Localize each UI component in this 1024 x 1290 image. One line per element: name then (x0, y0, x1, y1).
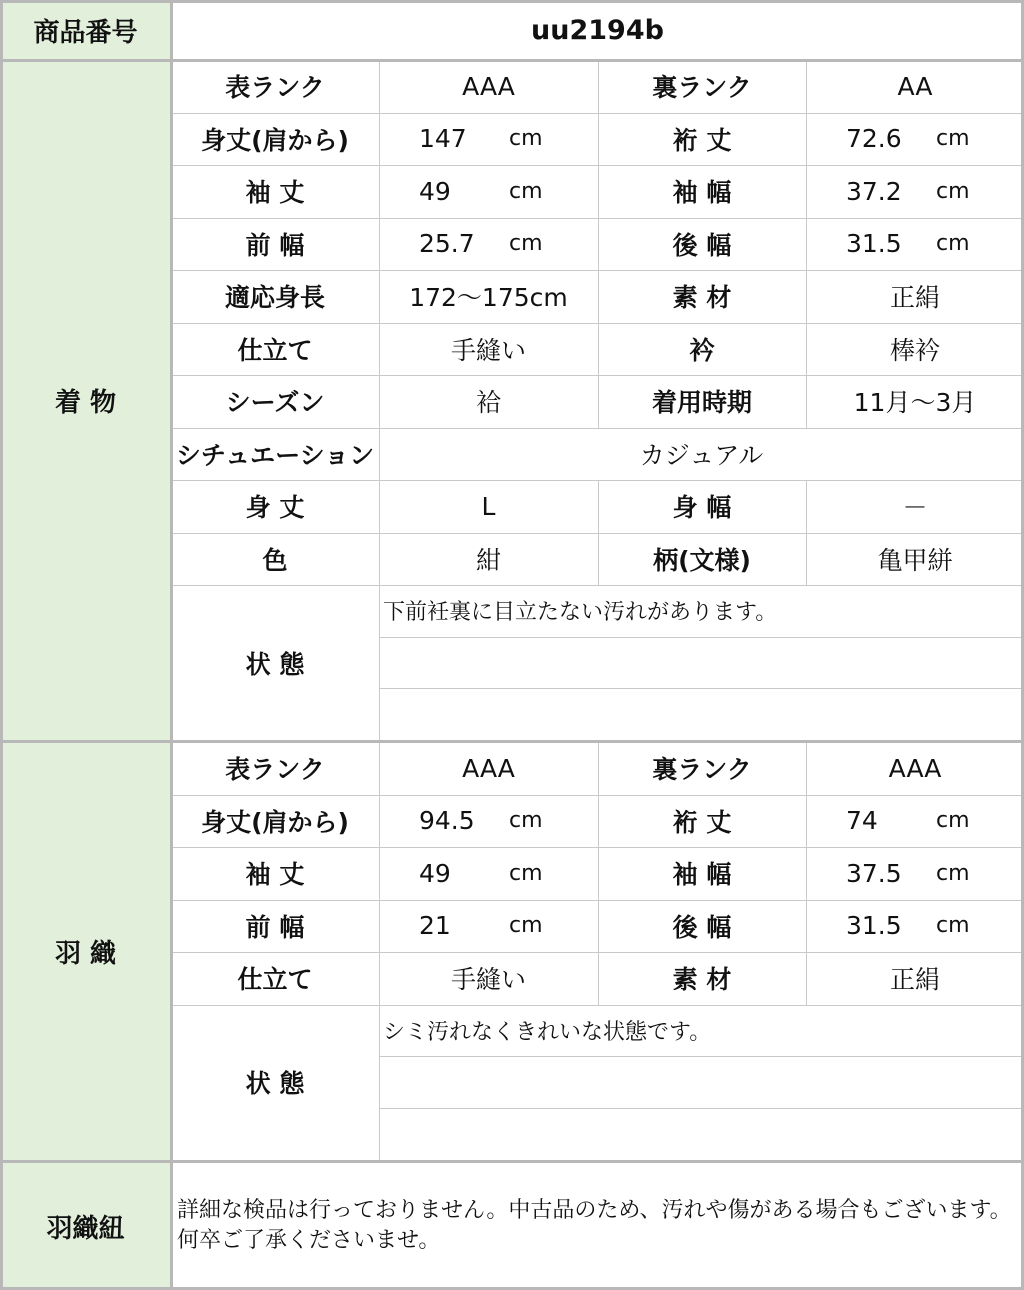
kimono-row-value-left: AAA (462, 71, 515, 101)
haori-row-value-left-number: 49 (419, 858, 451, 888)
kimono-row-label-right: 着用時期 (651, 388, 752, 418)
kimono-condition-line: 下前衽裏に目立たない汚れがあります。 (383, 600, 778, 625)
kimono-situation-value: カジュアル (639, 440, 764, 470)
haori-row-label-left: 袖 丈 (245, 860, 305, 890)
kimono-row-label-right: 後 幅 (672, 230, 732, 260)
haori-row-value-right-number: 31.5 (846, 911, 902, 941)
kimono-row-value-left-unit: cm (509, 178, 543, 204)
haori-row-value-right (806, 900, 1024, 953)
haori-row-value-right-number: 37.5 (846, 858, 902, 888)
haori-row-value-right-unit: cm (936, 913, 970, 939)
haori-row-value-left-number: 94.5 (419, 806, 475, 836)
haori-row-value-right: AAA (888, 753, 942, 783)
haori-row-value-right (806, 847, 1024, 900)
haori-himo-note (171, 1162, 1024, 1290)
haori-row-value-right-unit: cm (936, 808, 970, 834)
kimono-row-value-left-number: 147 (419, 124, 467, 154)
kimono-row-value-left (379, 113, 598, 166)
haori-condition-line (379, 1056, 1024, 1108)
kimono-row-label-right: 衿 (689, 335, 715, 365)
kimono-row-label-left: 表ランク (225, 73, 325, 103)
note-line-1: 詳細な検品は行っておりません。中古品のため、汚れや傷がある場合もございます。 (177, 1198, 1012, 1223)
kimono-row-label-left: 適応身長 (224, 283, 325, 313)
haori-row-value-left (379, 900, 598, 953)
kimono-row-label-left: 袖 丈 (245, 178, 305, 208)
kimono-row-label-right: 身 幅 (672, 493, 732, 523)
kimono-row-value-right-number: 37.2 (846, 176, 902, 206)
haori-row-label-right: 袖 幅 (672, 860, 732, 890)
kimono-row-value-right: 棒衿 (889, 335, 940, 365)
kimono-section-label: 着 物 (0, 60, 171, 740)
kimono-row-value-right-unit: cm (936, 231, 970, 257)
haori-row-value-right (806, 795, 1024, 848)
kimono-row-label-right: 袖 幅 (672, 178, 732, 208)
haori-condition-label: 状 態 (245, 1069, 305, 1099)
haori-row-value-left-unit: cm (509, 913, 543, 939)
product-number-label: 商品番号 (0, 0, 171, 60)
kimono-row-value-left (379, 165, 598, 218)
kimono-condition-label: 状 態 (245, 649, 305, 679)
kimono-row-label-right: 素 材 (672, 283, 732, 313)
kimono-row-label-left: 仕立て (237, 335, 313, 365)
kimono-row-value-right: － (902, 493, 928, 523)
kimono-condition-line (379, 637, 1024, 689)
kimono-row-label-right: 裏ランク (652, 73, 752, 103)
kimono-condition-line (379, 688, 1024, 740)
haori-row-label-right: 裄 丈 (672, 807, 732, 837)
haori-row-value-right-number: 74 (846, 806, 878, 836)
kimono-situation-label: シチュエーション (175, 440, 375, 470)
kimono-row-value-right (806, 218, 1024, 271)
haori-row-value-left-unit: cm (509, 860, 543, 886)
kimono-row-value-left: 紺 (475, 545, 501, 575)
haori-row-value-left (379, 847, 598, 900)
haori-row-value-left-number: 21 (419, 911, 451, 941)
kimono-row-label-left: シーズン (225, 388, 325, 418)
kimono-row-label-left: 色 (262, 545, 288, 575)
kimono-row-value-right: AA (897, 71, 933, 101)
kimono-row-value-right: 11月～3月 (853, 388, 977, 418)
kimono-row-label-right: 裄 丈 (672, 125, 732, 155)
haori-row-value-left: 手縫い (450, 965, 526, 995)
kimono-row-value-left (379, 218, 598, 271)
kimono-row-value-left: 袷 (475, 388, 501, 418)
kimono-row-value-left-number: 25.7 (419, 229, 475, 259)
kimono-row-value-right-unit: cm (936, 178, 970, 204)
haori-himo-label: 羽織紐 (0, 1162, 171, 1290)
kimono-row-value-left-unit: cm (509, 231, 543, 257)
haori-row-label-left: 表ランク (225, 755, 325, 785)
haori-row-value-left (379, 795, 598, 848)
kimono-row-value-right-number: 31.5 (846, 229, 902, 259)
kimono-row-value-right-unit: cm (936, 126, 970, 152)
kimono-row-value-left: L (481, 491, 496, 521)
kimono-row-value-right (806, 165, 1024, 218)
haori-row-label-left: 仕立て (237, 965, 313, 995)
kimono-row-label-right: 柄(文様) (653, 545, 751, 575)
haori-row-label-right: 後 幅 (672, 912, 732, 942)
kimono-row-value-right: 正絹 (889, 283, 940, 313)
kimono-row-value-left-unit: cm (509, 126, 543, 152)
kimono-row-value-right-number: 72.6 (846, 124, 902, 154)
kimono-row-label-left: 身丈(肩から) (201, 125, 349, 155)
haori-row-value-right: 正絹 (889, 965, 940, 995)
haori-row-label-right: 裏ランク (652, 755, 752, 785)
haori-row-label-right: 素 材 (672, 965, 732, 995)
haori-row-value-left: AAA (462, 753, 515, 783)
note-line-2: 何卒ご了承くださいませ。 (177, 1228, 441, 1253)
haori-row-label-left: 身丈(肩から) (201, 807, 349, 837)
kimono-row-value-right: 亀甲絣 (877, 545, 953, 575)
kimono-row-value-left: 手縫い (450, 335, 526, 365)
kimono-row-label-left: 身 丈 (245, 493, 305, 523)
haori-row-value-right-unit: cm (936, 860, 970, 886)
kimono-row-label-left: 前 幅 (245, 230, 305, 260)
haori-row-label-left: 前 幅 (245, 912, 305, 942)
haori-section-label: 羽 織 (0, 742, 171, 1160)
kimono-row-value-left: 172～175cm (409, 283, 568, 313)
kimono-row-value-right (806, 113, 1024, 166)
haori-condition-line: シミ汚れなくきれいな状態です。 (383, 1019, 712, 1045)
haori-condition-line (379, 1108, 1024, 1160)
haori-row-value-left-unit: cm (509, 808, 543, 834)
kimono-row-value-left-number: 49 (419, 176, 451, 206)
product-number-value: uu2194b (531, 14, 664, 46)
